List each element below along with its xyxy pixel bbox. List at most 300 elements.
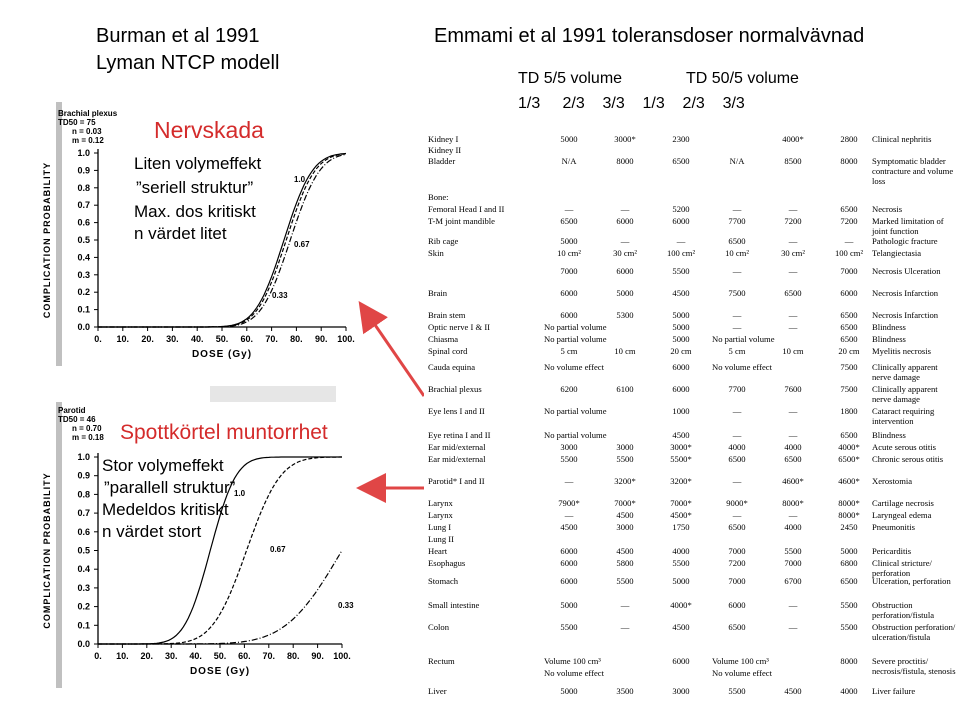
table-value-cell: 5500 (784, 546, 802, 556)
table-value-cell: 6100 (616, 384, 634, 394)
table-value-cell: 5000 (840, 546, 858, 556)
y-tick-label: 0.8 (77, 182, 90, 193)
table-organ-cell: Parotid* I and II (428, 476, 485, 486)
table-value-cell: No partial volume (544, 334, 607, 344)
table-value-cell: 6000 (560, 310, 578, 320)
table-endpoint-cell: Obstruction perforation/ ulceration/fistula (872, 622, 956, 642)
table-value-cell: 6500 (728, 236, 746, 246)
table-value-cell: 7500 (840, 362, 858, 372)
table-value-cell: 3000 (616, 442, 634, 452)
table-value-cell: — (564, 476, 574, 486)
table-value-cell: 4500 (672, 622, 690, 632)
table-value-cell: 4000 (784, 442, 802, 452)
table-value-cell: — (732, 430, 742, 440)
table-value-cell: 5000 (560, 686, 578, 696)
table-value-cell: 6200 (560, 384, 578, 394)
table-value-cell: 7700 (728, 216, 746, 226)
tolerance-table (424, 130, 956, 716)
y-tick-label: 0.1 (77, 620, 90, 631)
table-value-cell: 4000* (782, 134, 804, 144)
table-value-cell: — (732, 322, 742, 332)
table-organ-cell: Femoral Head I and II (428, 204, 505, 214)
right-subtitle-td50: TD 50/5 volume (686, 70, 799, 87)
table-organ-cell: Cauda equina (428, 362, 476, 372)
table-value-cell: 8000 (616, 156, 634, 166)
table-value-cell: 30 cm² (781, 248, 805, 258)
x-tick-label: 50. (213, 651, 227, 661)
table-endpoint-cell: Symptomatic bladder contracture and volume loss (872, 156, 954, 186)
table-organ-cell: Lung II (428, 534, 455, 544)
table-value-cell: — (788, 622, 798, 632)
table-value-cell: 6000 (560, 558, 578, 568)
table-value-cell: 5000 (560, 134, 578, 144)
table-endpoint-cell: Myelitis necrosis (872, 346, 931, 356)
table-value-cell: 6700 (784, 576, 802, 586)
table-value-cell: 6000 (672, 362, 690, 372)
table-value-cell: Volume 100 cm³ (544, 656, 601, 666)
table-value-cell: — (732, 310, 742, 320)
y-tick-label: 0.3 (77, 269, 90, 280)
y-tick-label: 0.4 (77, 564, 90, 575)
table-endpoint-cell: Necrosis Ulceration (872, 266, 941, 276)
table-value-cell: 5000 (672, 576, 690, 586)
table-endpoint-cell: Necrosis (872, 204, 903, 214)
table-value-cell: 2450 (840, 522, 858, 532)
table-value-cell: 3000 (560, 442, 578, 452)
table-value-cell: 6000 (560, 546, 578, 556)
table-value-cell: — (788, 600, 798, 610)
table-value-cell: 8000 (840, 156, 858, 166)
table-value-cell: 5000 (560, 600, 578, 610)
table-organ-cell: Chiasma (428, 334, 459, 344)
table-value-cell: 5000 (616, 288, 634, 298)
table-organ-cell: Eye lens I and II (428, 406, 485, 416)
table-organ-cell: Spinal cord (428, 346, 468, 356)
bullet-1: Stor volymeffekt (102, 456, 224, 475)
td50-label: TD50 = 46 (58, 415, 96, 424)
y-tick-label: 0.9 (77, 470, 90, 481)
table-value-cell: 5 cm (560, 346, 578, 356)
bullet-3: Medeldos kritiskt (102, 500, 229, 519)
table-organ-cell: Optic nerve I & II (428, 322, 491, 332)
x-tick-label: 90. (311, 651, 324, 661)
table-value-cell: — (844, 236, 854, 246)
table-organ-cell: Larynx (428, 510, 453, 520)
x-tick-label: 0. (94, 651, 102, 661)
table-value-cell: 4000 (784, 522, 802, 532)
table-organ-cell: Brain (428, 288, 448, 298)
table-organ-cell: Larynx (428, 498, 453, 508)
table-value-cell: — (788, 430, 798, 440)
table-value-cell: — (564, 204, 574, 214)
table-organ-cell: Colon (428, 622, 450, 632)
curve-label: 1.0 (294, 175, 306, 184)
table-value-cell: 4000 (840, 686, 858, 696)
table-value-cell: 2300 (672, 134, 690, 144)
y-axis-title: COMPLICATION PROBABILITY (42, 161, 52, 319)
table-value-cell: 5500* (670, 454, 692, 464)
n-label: n = 0.70 (72, 424, 102, 433)
table-value-cell: 7900* (558, 498, 580, 508)
table-value-cell: 4000 (672, 546, 690, 556)
table-value-cell: 3000* (670, 442, 692, 452)
table-value-cell: 7000* (614, 498, 636, 508)
table-endpoint-cell: Blindness (872, 322, 906, 332)
table-value-cell: 30 cm² (613, 248, 637, 258)
x-tick-label: 70. (262, 651, 276, 661)
table-value-cell: 4000 (728, 442, 746, 452)
table-value-cell: 7000 (840, 266, 858, 276)
table-value-cell: 5500 (616, 454, 634, 464)
table-endpoint-cell: Necrosis Infarction (872, 310, 939, 320)
table-value-cell: 20 cm (838, 346, 860, 356)
x-axis-title: DOSE (Gy) (191, 349, 253, 360)
table-value-cell: 5300 (616, 310, 634, 320)
table-endpoint-cell: Chronic serous otitis (872, 454, 944, 464)
curve-label: 0.33 (338, 601, 354, 610)
bullet-2: ”seriell struktur” (136, 178, 254, 197)
table-value-cell: 6000 (560, 576, 578, 586)
panel-heading: Spottkörtel muntorrhet (120, 421, 328, 444)
table-value-cell: 5500 (616, 576, 634, 586)
table-value-cell: 3000 (616, 522, 634, 532)
panel-heading: Nervskada (154, 117, 264, 143)
table-value-cell: 8000 (840, 656, 858, 666)
m-label: m = 0.12 (72, 136, 104, 145)
x-tick-label: 20. (141, 334, 154, 344)
table-value-cell: 7000 (560, 266, 578, 276)
table-value-cell: 5500 (560, 622, 578, 632)
table-value-cell: 4500 (560, 522, 578, 532)
table-value-cell: N/A (729, 156, 745, 166)
table-value-cell: 5500 (672, 558, 690, 568)
table-value-cell: 3200* (614, 476, 636, 486)
table-endpoint-cell: Pericarditis (872, 546, 912, 556)
table-value-cell: 4500 (784, 686, 802, 696)
x-tick-label: 40. (189, 651, 202, 661)
table-value-cell: 4500 (672, 288, 690, 298)
table-value-cell: 4000* (838, 442, 860, 452)
bullet-1: Liten volymeffekt (134, 154, 262, 173)
table-value-cell: 2800 (840, 134, 858, 144)
table-endpoint-cell: Blindness (872, 430, 906, 440)
y-tick-label: 0.8 (77, 489, 90, 500)
table-value-cell: 4600* (782, 476, 804, 486)
table-value-cell: 7000* (670, 498, 692, 508)
table-endpoint-cell: Clinically apparent nerve damage (872, 362, 938, 382)
table-value-cell: 1000 (672, 406, 690, 416)
x-tick-label: 10. (116, 651, 129, 661)
bullet-4: n värdet stort (102, 522, 202, 541)
x-tick-label: 40. (190, 334, 204, 344)
y-tick-label: 0.6 (77, 526, 90, 537)
x-tick-label: 80. (286, 651, 300, 661)
table-endpoint-cell: Clinical nephritis (872, 134, 932, 144)
table-organ-cell: Liver (428, 686, 447, 696)
table-endpoint-cell: Acute serous otitis (872, 442, 936, 452)
table-endpoint-cell: Blindness (872, 334, 906, 344)
table-organ-cell: Rib cage (428, 236, 459, 246)
table-value-cell: — (788, 236, 798, 246)
table-value-cell: 4500 (616, 546, 634, 556)
curve-label: 0.33 (272, 291, 288, 300)
y-tick-label: 0.5 (77, 235, 90, 245)
table-value-cell: 5000 (672, 322, 690, 332)
td50-label: TD50 = 75 (58, 118, 96, 127)
x-tick-label: 30. (164, 651, 178, 661)
table-value-cell: 7000 (728, 576, 746, 586)
table-endpoint-cell: Pathologic fracture (872, 236, 938, 246)
table-value-cell: No volume effect (544, 362, 604, 372)
table-value-cell: 6500 (728, 622, 746, 632)
table-endpoint-cell: Necrosis Infarction (872, 288, 939, 298)
table-value-cell: 10 cm (782, 346, 804, 356)
table-value-cell: 7500 (840, 384, 858, 394)
table-value-cell: 5000 (672, 334, 690, 344)
table-value-cell: — (676, 236, 686, 246)
y-tick-label: 0.7 (77, 508, 90, 519)
arrow-to-nervskada (362, 306, 424, 396)
table-value-cell: — (732, 204, 742, 214)
table-value-cell: — (788, 406, 798, 416)
left-title-line2: Lyman NTCP modell (96, 52, 280, 74)
table-value-cell: 5200 (672, 204, 690, 214)
table-value-cell: — (564, 510, 574, 520)
y-tick-label: 0.3 (77, 582, 90, 593)
x-tick-label: 70. (265, 334, 278, 344)
table-value-cell: 6000 (672, 384, 690, 394)
table-value-cell: 6500 (840, 576, 858, 586)
table-endpoint-cell: Telangiectasia (872, 248, 922, 258)
table-value-cell: 8000* (838, 498, 860, 508)
x-tick-label: 100. (333, 651, 351, 661)
curve-label: 0.67 (294, 240, 310, 249)
table-value-cell: 7500 (728, 288, 746, 298)
table-value-cell: — (620, 236, 630, 246)
table-value-cell: — (732, 510, 742, 520)
bullet-4: n värdet litet (134, 224, 227, 243)
organ-header: Parotid (58, 406, 86, 415)
table-value-cell: 6800 (840, 558, 858, 568)
right-title: Emmami et al 1991 toleransdoser normalvävnad (434, 25, 865, 47)
table-endpoint-cell: Liver failure (872, 686, 916, 696)
table-endpoint-cell: Cataract requiring intervention (872, 406, 935, 426)
table-endpoint-cell: Marked limitation of joint function (872, 216, 944, 236)
table-value-cell: 6500 (672, 156, 690, 166)
table-value-cell: 20 cm (670, 346, 692, 356)
x-tick-label: 100. (337, 334, 355, 344)
table-endpoint-cell: Clinical stricture/ perforation (872, 558, 932, 578)
table-value-cell: 6000 (616, 216, 634, 226)
y-tick-label: 0.0 (77, 322, 90, 332)
table-value-cell: 8500 (784, 156, 802, 166)
organ-header: Brachial plexus (58, 109, 118, 118)
table-value-cell: 3500 (616, 686, 634, 696)
table-organ-cell: Lung I (428, 522, 452, 532)
x-tick-label: 60. (238, 651, 251, 661)
table-value-cell: 5 cm (728, 346, 746, 356)
table-endpoint-cell: Obstruction perforation/fistula (872, 600, 935, 620)
m-label: m = 0.18 (72, 433, 104, 442)
table-value-cell: — (620, 600, 630, 610)
table-value-cell: — (788, 310, 798, 320)
curve-label: 1.0 (234, 489, 246, 498)
right-subtitle-td5: TD 5/5 volume (518, 70, 623, 87)
table-organ-cell: T-M joint mandible (428, 216, 495, 226)
x-tick-label: 90. (314, 334, 328, 344)
table-value-cell: 6000 (728, 600, 746, 610)
table-endpoint-cell: Pneumonitis (872, 522, 915, 532)
table-value-cell: 6000 (560, 288, 578, 298)
y-tick-label: 1.0 (77, 148, 90, 158)
table-value-cell: 3000 (672, 686, 690, 696)
table-value-cell: 1800 (840, 406, 858, 416)
table-value-cell: — (788, 266, 798, 276)
table-value-cell: — (732, 406, 742, 416)
x-tick-label: 0. (94, 334, 102, 344)
y-tick-label: 0.0 (77, 639, 90, 649)
table-value-cell: 5500 (672, 266, 690, 276)
table-value-cell: No volume effect (712, 668, 772, 678)
bullet-3: Max. dos kritiskt (134, 202, 256, 221)
table-value-cell: 3200* (670, 476, 692, 486)
table-organ-cell: Kidney II (428, 145, 462, 155)
table-value-cell: 6000 (616, 266, 634, 276)
table-value-cell: 4000* (670, 600, 692, 610)
curve-label: 0.67 (270, 545, 286, 554)
table-value-cell: 10 cm² (557, 248, 581, 258)
table-organ-cell: Esophagus (428, 558, 466, 568)
table-organ-cell: Bone: (428, 192, 449, 202)
table-organ-cell: Heart (428, 546, 448, 556)
x-tick-label: 50. (215, 334, 229, 344)
y-tick-label: 0.7 (77, 200, 90, 211)
table-value-cell: 6500 (784, 288, 802, 298)
table-value-cell: No volume effect (712, 362, 772, 372)
table-value-cell: 4600* (838, 476, 860, 486)
table-endpoint-cell: Xerostomia (872, 476, 913, 486)
table-value-cell: 10 cm (614, 346, 636, 356)
table-value-cell: 6500* (838, 454, 860, 464)
y-tick-label: 1.0 (77, 452, 90, 462)
table-value-cell: 5800 (616, 558, 634, 568)
table-value-cell: 6500 (840, 430, 858, 440)
table-value-cell: — (620, 622, 630, 632)
x-tick-label: 80. (290, 334, 303, 344)
table-value-cell: 6500 (840, 322, 858, 332)
table-value-cell: 7200 (840, 216, 858, 226)
table-organ-cell: Small intestine (428, 600, 480, 610)
table-value-cell: 4500* (670, 510, 692, 520)
table-value-cell: 6000 (672, 656, 690, 666)
table-value-cell: Volume 100 cm³ (712, 656, 769, 666)
table-value-cell: No partial volume (544, 406, 607, 416)
table-value-cell: No partial volume (712, 334, 775, 344)
table-organ-cell: Bladder (428, 156, 456, 166)
table-organ-cell: Rectum (428, 656, 455, 666)
table-value-cell: 9000* (726, 498, 748, 508)
table-value-cell: 5500 (560, 454, 578, 464)
table-value-cell: 7600 (784, 384, 802, 394)
n-label: n = 0.03 (72, 127, 102, 136)
x-tick-label: 20. (140, 651, 154, 661)
table-value-cell: 7200 (728, 558, 746, 568)
table-value-cell: — (732, 266, 742, 276)
y-tick-label: 0.2 (77, 287, 90, 298)
table-value-cell: 6000 (672, 216, 690, 226)
table-value-cell: 6500 (560, 216, 578, 226)
x-tick-label: 30. (166, 334, 179, 344)
table-value-cell: 5500 (840, 622, 858, 632)
x-axis-title: DOSE (Gy) (189, 666, 251, 677)
table-organ-cell: Skin (428, 248, 444, 258)
table-value-cell: 8000* (838, 510, 860, 520)
table-value-cell: — (732, 476, 742, 486)
table-value-cell: 5500 (728, 686, 746, 696)
y-tick-label: 0.6 (77, 217, 90, 228)
table-value-cell: 1750 (672, 522, 690, 532)
table-value-cell: N/A (561, 156, 577, 166)
table-endpoint-cell: Cartilage necrosis (872, 498, 934, 508)
y-axis-title: COMPLICATION PROBABILITY (42, 472, 52, 629)
table-value-cell: 4500 (672, 430, 690, 440)
table-organ-cell: Eye retina I and II (428, 430, 491, 440)
table-value-cell: No volume effect (544, 668, 604, 678)
x-tick-label: 10. (116, 334, 130, 344)
table-value-cell: 4500 (616, 510, 634, 520)
bullet-2: ”parallell struktur” (104, 478, 236, 497)
table-value-cell: 6500 (728, 522, 746, 532)
x-tick-label: 60. (240, 334, 254, 344)
table-value-cell: 7700 (728, 384, 746, 394)
table-value-cell: 6500 (728, 454, 746, 464)
table-value-cell: 6500 (840, 310, 858, 320)
table-value-cell: No partial volume (544, 430, 607, 440)
table-value-cell: — (620, 204, 630, 214)
table-organ-cell: Brain stem (428, 310, 466, 320)
table-value-cell: 10 cm² (725, 248, 749, 258)
table-value-cell: 6500 (840, 204, 858, 214)
table-endpoint-cell: Severe proctitis/ necrosis/fistula, stenosis (872, 656, 956, 676)
table-value-cell: 7000 (728, 546, 746, 556)
y-tick-label: 0.9 (77, 165, 90, 176)
table-value-cell: 3000* (614, 134, 636, 144)
y-tick-label: 0.5 (77, 545, 90, 556)
table-value-cell: — (788, 204, 798, 214)
y-tick-label: 0.1 (77, 304, 90, 315)
table-value-cell: 6500 (784, 454, 802, 464)
table-value-cell: No partial volume (544, 322, 607, 332)
table-value-cell: — (788, 322, 798, 332)
left-title-line1: Burman et al 1991 (96, 25, 260, 47)
table-value-cell: 7000 (784, 558, 802, 568)
table-value-cell: 5000 (560, 236, 578, 246)
table-organ-cell: Ear mid/external (428, 442, 486, 452)
table-value-cell: 100 cm² (666, 248, 696, 258)
table-value-cell: 5500 (840, 600, 858, 610)
table-value-cell: 7200 (784, 216, 802, 226)
right-column-fractions: 1/3 2/3 3/3 1/3 2/3 3/3 (518, 95, 745, 112)
table-organ-cell: Stomach (428, 576, 459, 586)
table-organ-cell: Kidney I (428, 134, 459, 144)
table-value-cell: 100 cm² (834, 248, 864, 258)
table-value-cell: 8000* (782, 498, 804, 508)
table-value-cell: 6500 (840, 334, 858, 344)
table-endpoint-cell: Clinically apparent nerve damage (872, 384, 938, 404)
y-tick-label: 0.4 (77, 252, 90, 263)
table-value-cell: 6000 (840, 288, 858, 298)
table-organ-cell: Brachial plexus (428, 384, 482, 394)
